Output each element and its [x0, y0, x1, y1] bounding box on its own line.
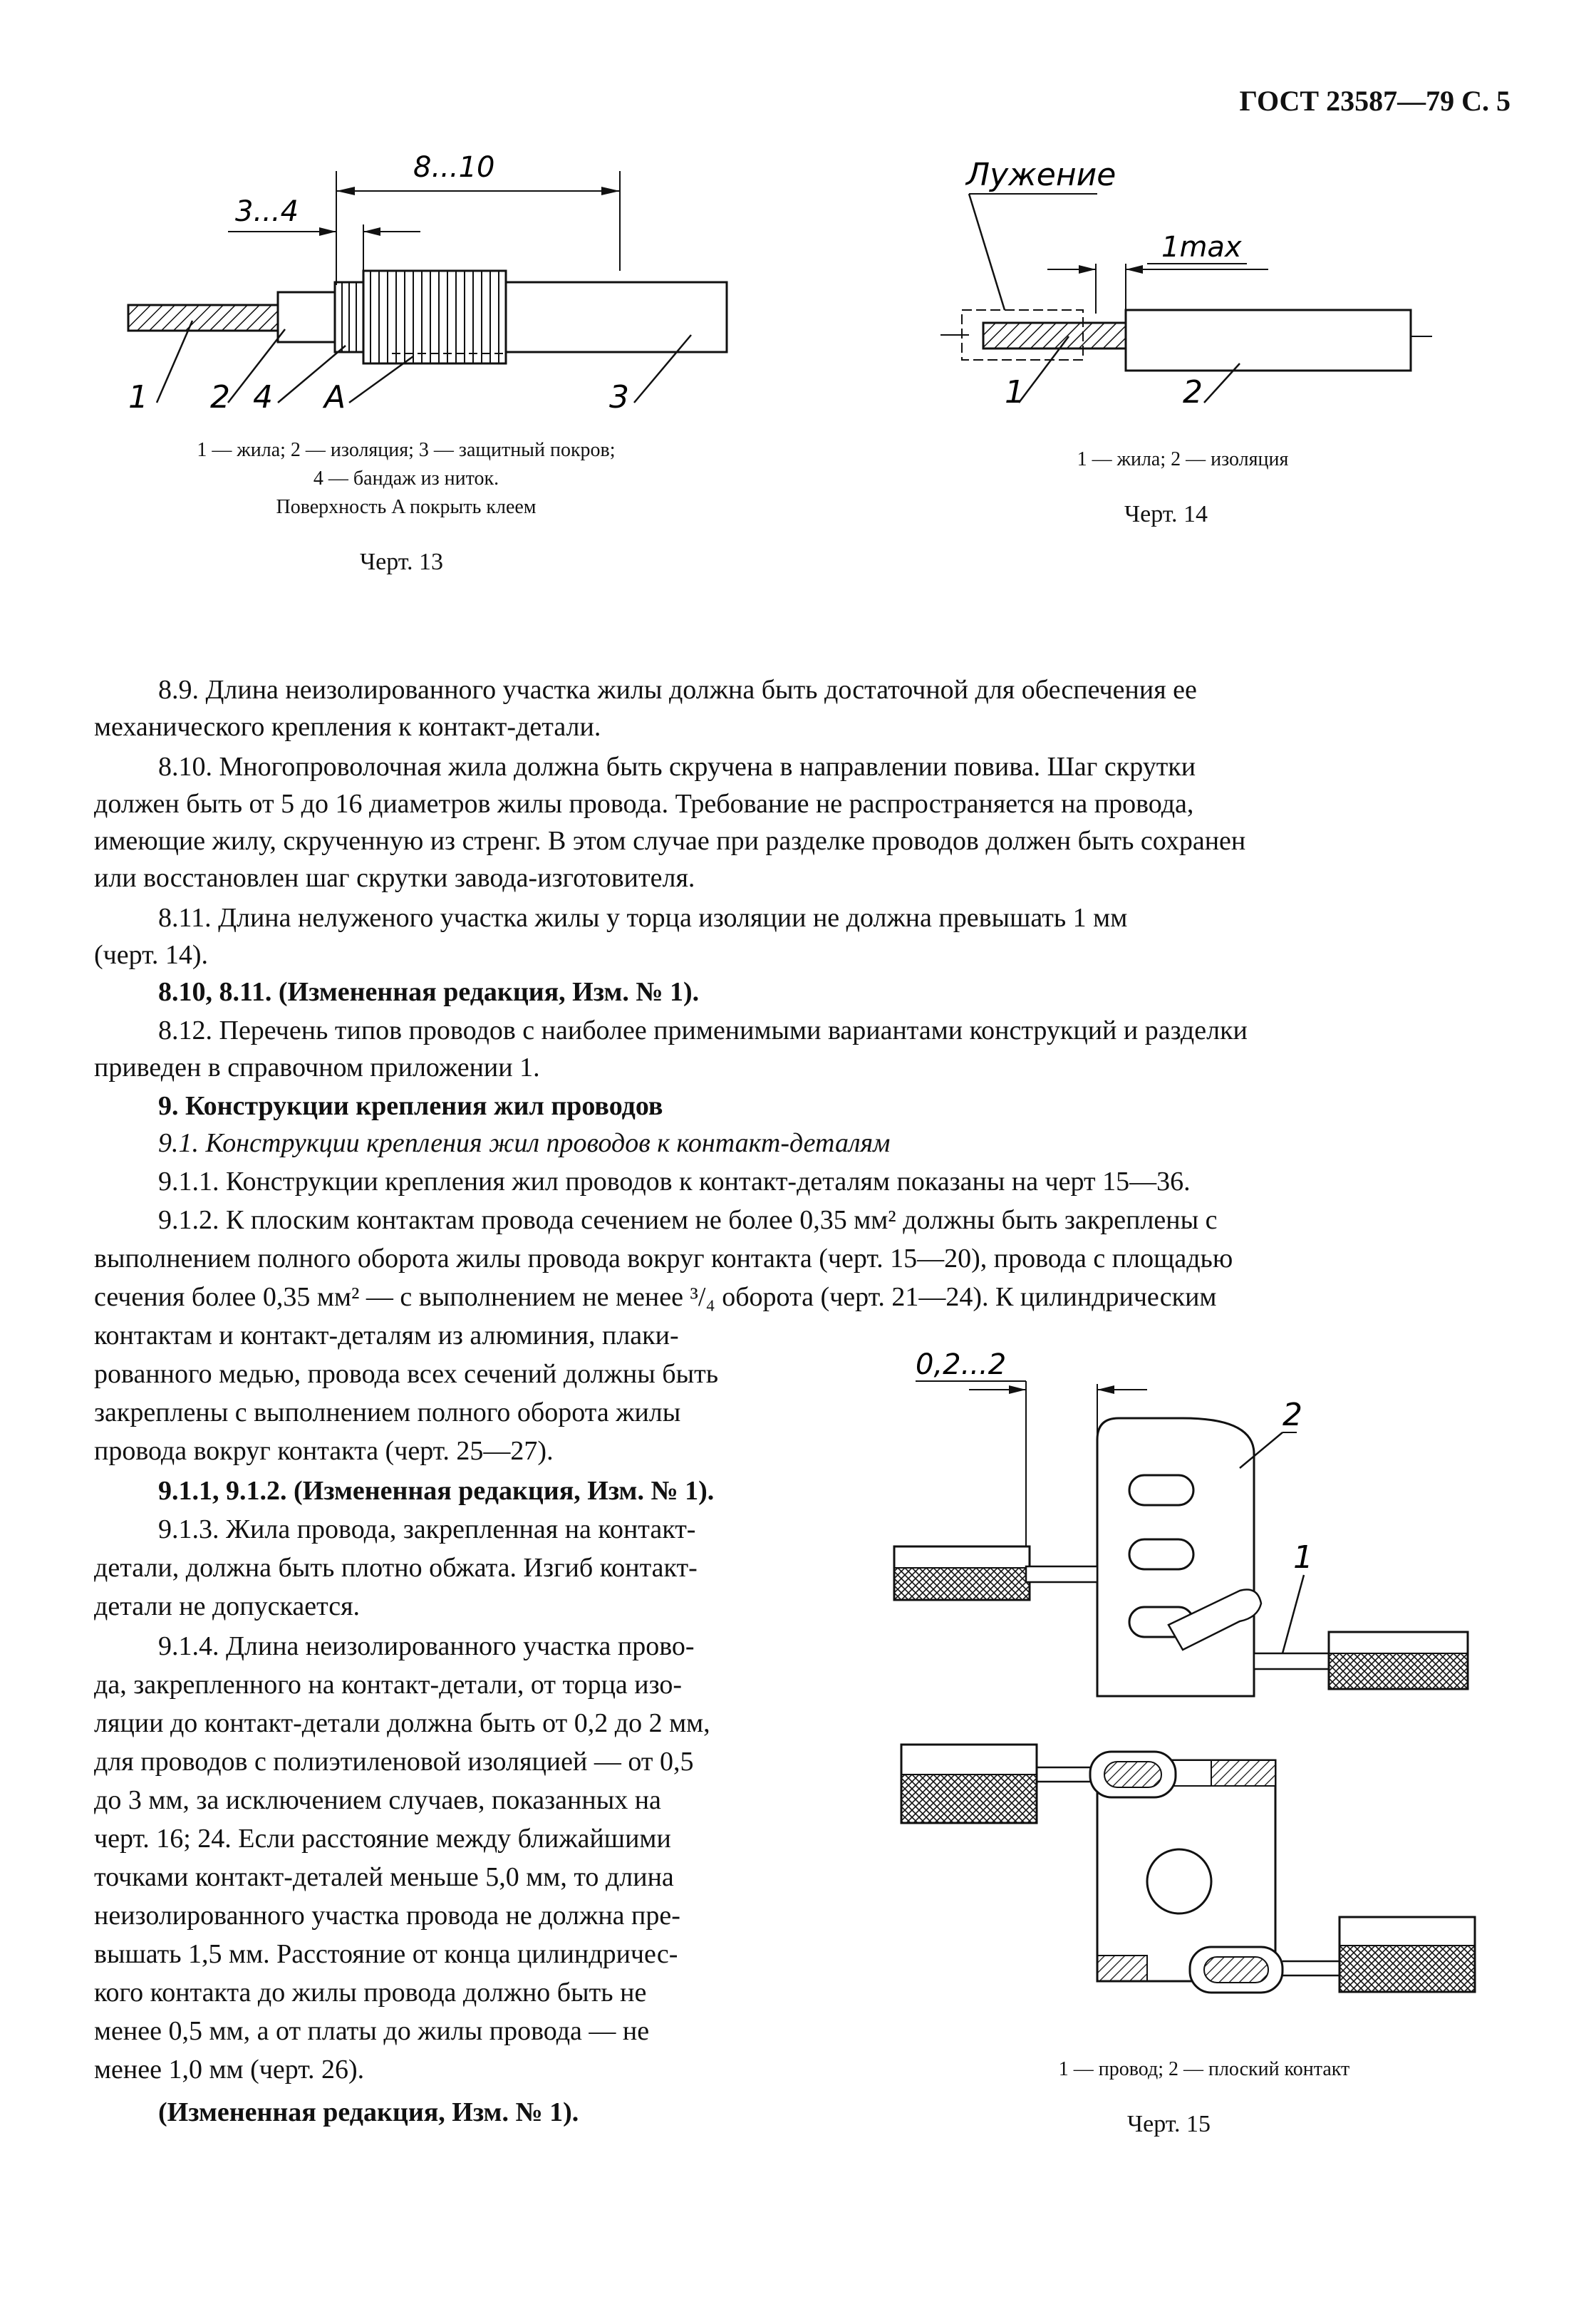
figure-14 — [926, 150, 1439, 420]
figure-13 — [107, 143, 748, 428]
para-9-1-2-line: закреплены с выполнением полного оборота жилы — [94, 1398, 681, 1427]
fig14-label-2: 2 — [1183, 374, 1203, 410]
fig15-label-2: 2 — [1282, 1397, 1302, 1433]
fig13-caption-line: 4 — бандаж из ниток. — [313, 468, 499, 490]
para-8-10-line: имеющие жилу, скрученную из стренг. В этом случае при разделке проводов должен быть сохранен — [94, 826, 1246, 856]
para-9-1-4-line: неизолированного участка провода не должна пре- — [94, 1901, 680, 1931]
fig13-dim-left: 3...4 — [235, 195, 299, 228]
para-9-1-4-line: до 3 мм, за исключением случаев, показанных на — [94, 1785, 661, 1815]
thread-bandage — [335, 271, 506, 363]
para-9-1-4-line: для проводов с полиэтиленовой изоляцией — от 0,5 — [94, 1747, 694, 1777]
fig14-title: Лужение — [966, 157, 1116, 193]
para-9-1-3-line: детали не допускается. — [94, 1591, 361, 1621]
fig13-label-a: A — [324, 379, 346, 415]
para-8-11-line: 8.11. Длина нелуженого участка жилы у торца изоляции не должна превышать 1 мм — [158, 903, 1128, 933]
fig14-label-1: 1 — [1005, 374, 1025, 410]
fig15-label-1: 1 — [1293, 1539, 1313, 1576]
para-9-1-4-line: да, закрепленного на контакт-детали, от торца изо- — [94, 1670, 683, 1700]
page-header: ГОСТ 23587—79 С. 5 — [1239, 85, 1510, 117]
para-8-9-line: механического крепления к контакт-детали. — [94, 712, 601, 742]
amendment-note: 9.1.1, 9.1.2. (Измененная редакция, Изм. № 1). — [158, 1476, 715, 1506]
amendment-note: 8.10, 8.11. (Измененная редакция, Изм. № 1). — [158, 977, 700, 1007]
para-9-1-4-line: вышать 1,5 мм. Расстояние от конца цилиндричес- — [94, 1939, 678, 1969]
fig13-label-3: 3 — [609, 379, 629, 415]
fig15-dim: 0,2...2 — [916, 1348, 1007, 1381]
fig14-dim: 1max — [1161, 231, 1242, 264]
para-9-1-4-line: черт. 16; 24. Если расстояние между ближайшими — [94, 1824, 671, 1854]
para-9-1-2-line: провода вокруг контакта (черт. 25—27). — [94, 1436, 554, 1466]
para-9-1-3-line: 9.1.3. Жила провода, закрепленная на контакт- — [158, 1514, 696, 1544]
fig14-caption: 1 — жила; 2 — изоляция — [1077, 448, 1289, 470]
para-9-1-4-line: кого контакта до жилы провода должно быть не — [94, 1978, 647, 2008]
section-9-heading: 9. Конструкции крепления жил проводов — [158, 1091, 663, 1121]
para-9-1-1: 9.1.1. Конструкции крепления жил проводов к контакт-деталям показаны на черт 15—36. — [158, 1167, 1191, 1197]
fig13-caption-line: 1 — жила; 2 — изоляция; 3 — защитный покров; — [197, 439, 616, 461]
para-9-1-2-line: сечения более 0,35 мм² — с выполнением не менее ³/₄ оборота (черт. 21—24). К цилиндрическим — [94, 1282, 1217, 1312]
para-9-1-4-line: менее 1,0 мм (черт. 26). — [94, 2055, 365, 2085]
para-9-1-4-line: менее 0,5 мм, а от платы до жилы провода — не — [94, 2016, 650, 2046]
para-8-11-line: (черт. 14). — [94, 940, 209, 970]
para-9-1-2-line: выполнением полного оборота жилы провода вокруг контакта (черт. 15—20), провода с площадью — [94, 1244, 1233, 1274]
fig14-chert: Черт. 14 — [1124, 501, 1208, 527]
fig13-caption-line: Поверхность A покрыть клеем — [276, 496, 537, 518]
para-8-12-line: приведен в справочном приложении 1. — [94, 1053, 540, 1083]
para-8-10-line: или восстановлен шаг скрутки завода-изготовителя. — [94, 863, 695, 893]
fig15-chert: Черт. 15 — [1127, 2111, 1211, 2137]
para-9-1-4-line: ляции до контакт-детали должна быть от 0,2 до 2 мм, — [94, 1708, 710, 1738]
para-9-1-2-line: контактам и контакт-деталям из алюминия, плаки- — [94, 1321, 679, 1350]
para-8-10-line: 8.10. Многопроволочная жила должна быть скручена в направлении повива. Шаг скрутки — [158, 752, 1196, 782]
fig13-label-4: 4 — [253, 379, 273, 415]
para-9-1-2-line: 9.1.2. К плоским контактам провода сечением не более 0,35 мм² должны быть закреплены с — [158, 1205, 1218, 1235]
figure-15 — [884, 1340, 1496, 2024]
para-9-1-2-line: рованного медью, провода всех сечений должны быть — [94, 1359, 719, 1389]
fig15-caption: 1 — провод; 2 — плоский контакт — [1058, 2058, 1350, 2080]
fig13-caption — [121, 436, 691, 522]
fig13-label-2: 2 — [210, 379, 230, 415]
section-9-1-heading: 9.1. Конструкции крепления жил проводов к контакт-деталям — [158, 1128, 891, 1158]
fig13-chert: Черт. 13 — [360, 549, 444, 575]
para-9-1-4-line: точками контакт-деталей меньше 5,0 мм, то длина — [94, 1862, 674, 1892]
amendment-note: (Измененная редакция, Изм. № 1). — [158, 2097, 579, 2127]
para-8-10-line: должен быть от 5 до 16 диаметров жилы провода. Требование не распространяется на провода, — [94, 789, 1194, 819]
para-9-1-3-line: детали, должна быть плотно обжата. Изгиб контакт- — [94, 1553, 698, 1583]
fig13-label-1: 1 — [128, 379, 148, 415]
para-9-1-4-line: 9.1.4. Длина неизолированного участка прово- — [158, 1631, 695, 1661]
fig13-dim-top: 8...10 — [413, 151, 495, 184]
para-8-9-line: 8.9. Длина неизолированного участка жилы должна быть достаточной для обеспечения ее — [158, 675, 1197, 705]
para-8-12-line: 8.12. Перечень типов проводов с наиболее применимыми вариантами конструкций и разделки — [158, 1016, 1248, 1045]
